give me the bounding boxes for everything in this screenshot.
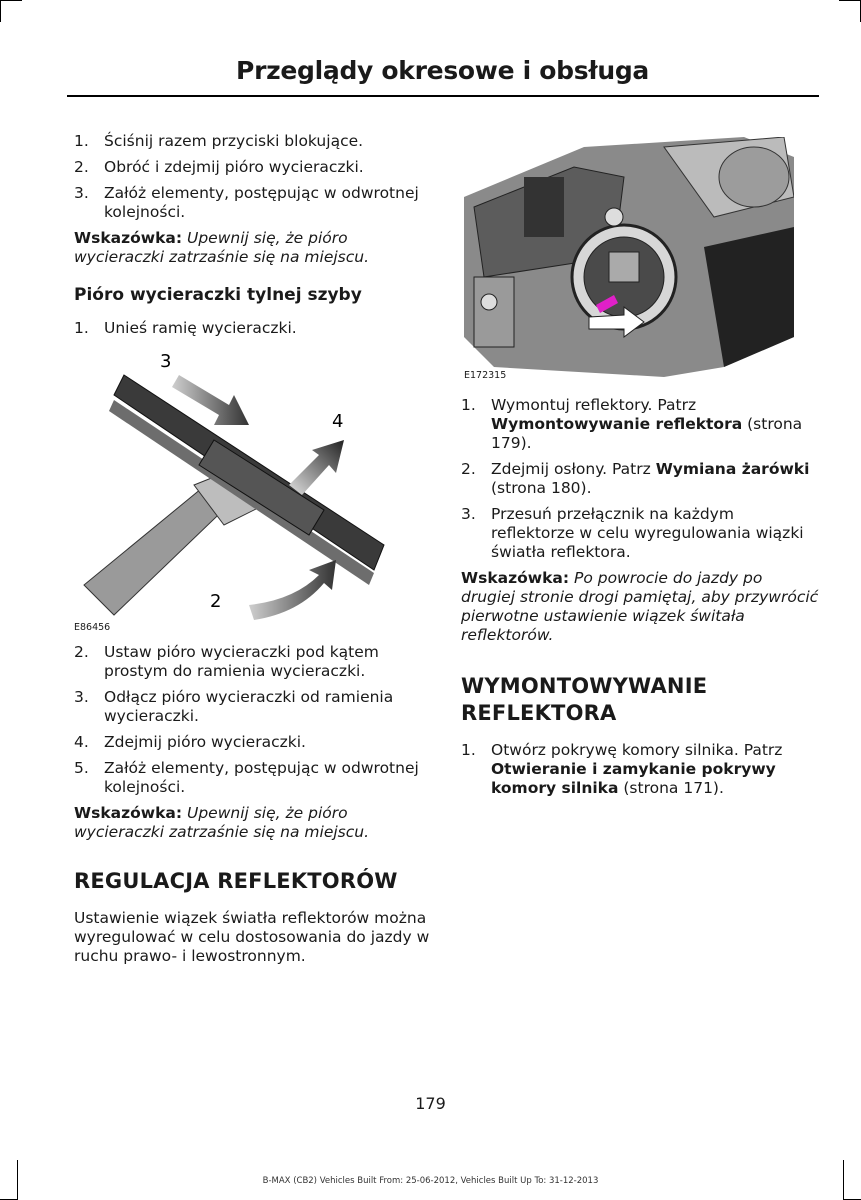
note: Wskazówka: Upewnij się, że pióro wycieraczki zatrzaśnie się na miejscu.: [74, 229, 370, 266]
list-item: 3. Przesuń przełącznik na każdym reflektorze w celu wyregulowania wiązki światła reflektora.: [461, 505, 804, 561]
callout-4: 4: [332, 411, 344, 432]
left-column: [74, 132, 430, 966]
steps-list-right-1: [461, 396, 819, 562]
right-column: [461, 396, 819, 805]
figure-id: E172315: [464, 370, 507, 381]
cross-reference-link[interactable]: Otwieranie i zamykanie pokrywy komory silnika: [491, 760, 776, 797]
section-heading: REGULACJA REFLEKTORÓW: [74, 869, 398, 893]
steps-list-2: [74, 319, 430, 338]
list-item: 2. Zdejmij osłony. Patrz Wymiana żarówki (strona 180).: [461, 460, 810, 497]
figure-id: E86456: [74, 622, 111, 633]
cross-reference-link[interactable]: Wymiana żarówki: [655, 460, 810, 478]
section-heading: WYMONTOWYWANIE REFLEKTORA: [461, 674, 708, 725]
crop-mark: [839, 0, 861, 1]
footer: B-MAX (CB2) Vehicles Built From: 25-06-2012, Vehicles Built Up To: 31-12-2013: [262, 1176, 599, 1186]
list-item: 2. Ustaw pióro wycieraczki pod kątem prostym do ramienia wycieraczki.: [74, 643, 379, 680]
callout-3: 3: [160, 351, 172, 372]
list-item: 3. Odłącz pióro wycieraczki od ramienia wycieraczki.: [74, 688, 394, 725]
wiper-blade-illustration: [74, 345, 394, 633]
list-item: 1. Otwórz pokrywę komory silnika. Patrz Otwieranie i zamykanie pokrywy komory silnika (strona 171).: [461, 741, 783, 797]
list-item: 1. Wymontuj reflektory. Patrz Wymontowywanie reflektora (strona 179).: [461, 396, 803, 452]
paragraph: Ustawienie wiązek światła reflektorów można wyregulować w celu dostosowania do jazdy w ruchu prawo- i lewostronnym.: [74, 909, 430, 965]
page-title: Przeglądy okresowe i obsługa: [236, 56, 649, 85]
headlamp-illustration: [464, 137, 794, 382]
list-item: 1. Unieś ramię wycieraczki.: [74, 319, 297, 337]
list-item: 1. Ściśnij razem przyciski blokujące.: [74, 132, 364, 150]
cross-reference-link[interactable]: Wymontowywanie reflektora: [491, 415, 743, 433]
list-item: 5. Załóż elementy, postępując w odwrotnej kolejności.: [74, 759, 419, 796]
note: Wskazówka: Upewnij się, że pióro wycieraczki zatrzaśnie się na miejscu.: [74, 804, 370, 841]
subheading: Pióro wycieraczki tylnej szyby: [74, 285, 362, 305]
title-rule: [67, 95, 819, 97]
list-item: 2. Obróć i zdejmij pióro wycieraczki.: [74, 158, 364, 176]
list-item: 4. Zdejmij pióro wycieraczki.: [74, 733, 306, 751]
callout-2: 2: [210, 591, 222, 612]
note: Wskazówka: Po powrocie do jazdy po drugiej stronie drogi pamiętaj, aby przywrócić pierwotne ustawienie wiązek świtała reflektorów.: [461, 569, 819, 644]
steps-list-right-2: [461, 741, 819, 798]
page-number: 179: [415, 1094, 446, 1113]
crop-mark: [0, 0, 22, 1]
steps-list-3: [74, 643, 430, 797]
steps-list-1: [74, 132, 430, 222]
wiper-figure: [74, 345, 394, 633]
crop-mark: [0, 0, 1, 22]
list-item: 3. Załóż elementy, postępując w odwrotnej kolejności.: [74, 184, 419, 221]
